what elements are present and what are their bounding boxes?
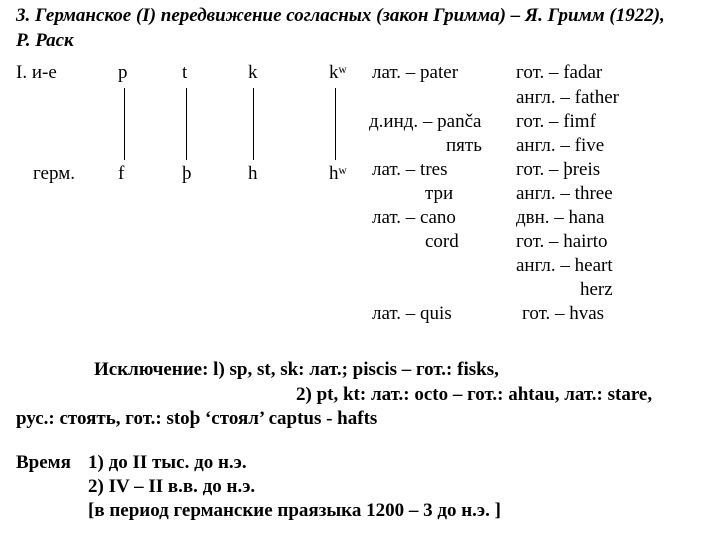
example-lat-quis: лат. – quis xyxy=(372,303,452,324)
shift-line-kw xyxy=(335,88,336,160)
title-line-1: 3. Германское (I) передвижение согласных (закон Гримма) – Я. Гримм (1922), xyxy=(16,5,665,26)
example-dind-panca: д.инд. – panča xyxy=(369,111,482,132)
germ-consonant-thorn: þ xyxy=(182,163,192,184)
ie-consonant-t: t xyxy=(182,62,188,83)
ie-consonant-k: k xyxy=(248,62,258,83)
row-label-germ: герм. xyxy=(33,163,75,184)
example-lat-cano: лат. – cano xyxy=(372,207,456,228)
time-item-3: [в период германские праязыка 1200 – 3 до н.э. ] xyxy=(88,500,501,521)
example-engl-five: англ. – five xyxy=(516,135,605,156)
example-dvn-hana: двн. – hana xyxy=(516,207,605,228)
time-item-2: 2) IV – II в.в. до н.э. xyxy=(88,476,256,497)
germ-consonant-h: h xyxy=(248,163,258,184)
example-lat-tres: лат. – tres xyxy=(372,159,448,180)
time-label: Время xyxy=(16,452,71,473)
exception-line-2: 2) pt, kt: лат.: octo – гот.: ahtau, лат.: stare, xyxy=(296,384,653,405)
time-item-1: 1) до II тыс. до н.э. xyxy=(88,452,247,473)
example-got-fadar: гот. – fadar xyxy=(516,62,603,83)
shift-line-t xyxy=(186,88,187,160)
germ-consonant-hw: hʷ xyxy=(329,163,347,184)
shift-line-p xyxy=(124,88,125,160)
example-engl-father: англ. – father xyxy=(516,87,619,108)
example-cord: cord xyxy=(425,231,459,252)
ie-consonant-p: p xyxy=(118,62,128,83)
example-engl-three: англ. – three xyxy=(516,183,613,204)
example-got-fimf: гот. – fimf xyxy=(516,111,596,132)
example-tri: три xyxy=(425,183,454,204)
example-got-threis: гот. – þreis xyxy=(516,159,601,180)
title-line-2: Р. Раск xyxy=(16,30,74,51)
example-pyat: пять xyxy=(446,135,482,156)
example-engl-heart: англ. – heart xyxy=(516,255,613,276)
example-got-hairto: гот. – hairto xyxy=(516,231,608,252)
shift-line-k xyxy=(253,88,254,160)
example-lat-pater: лат. – pater xyxy=(372,62,459,83)
germ-consonant-f: f xyxy=(118,163,125,184)
slide-title xyxy=(16,3,665,53)
ie-consonant-kw: kʷ xyxy=(329,62,347,83)
exception-line-3: рус.: стоять, гот.: stoþ ‘стоял’ captus - hafts xyxy=(16,408,378,429)
example-got-hvas: гот. – hvas xyxy=(522,303,605,324)
row-label-ie: I. и-е xyxy=(16,62,57,83)
example-herz: herz xyxy=(580,279,613,300)
exception-line-1: Исключение: l) sp, st, sk: лат.; piscis – гот.: fisks, xyxy=(94,359,499,380)
